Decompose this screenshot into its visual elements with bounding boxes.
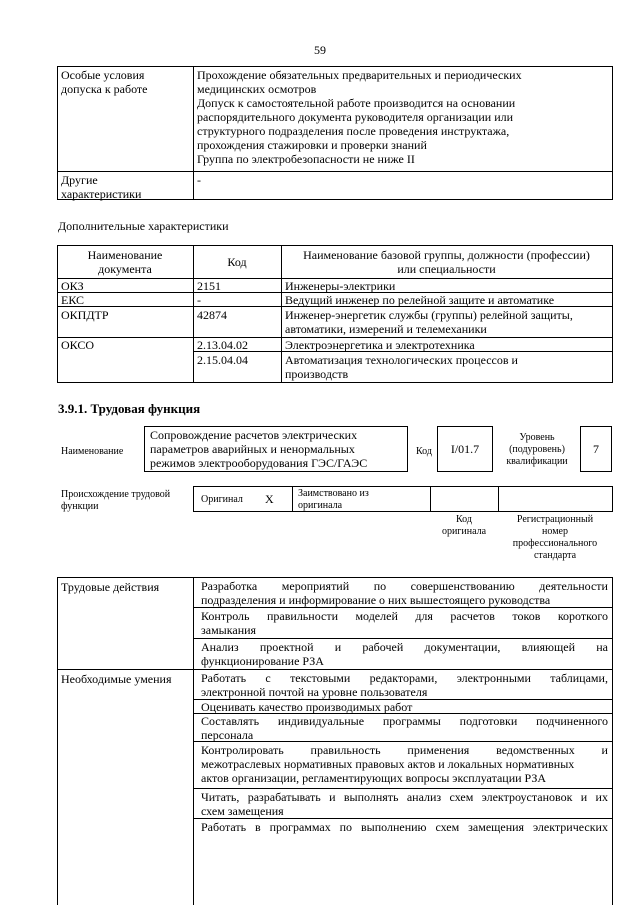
skill-item: Читать, разрабатывать и выполнять анализ схем электроустановок и их схем замещения (201, 790, 608, 818)
special-conditions-text: Прохождение обязательных предварительных и периодических медицинских осмотров Допуск к самостоятельной работе производится на основании распорядительного документа руководителя организации или структурного подразделения после проведения инструктажа, прохождения стажировки и проверки знаний Группа по электробезопасности не ниже II (197, 68, 522, 166)
header-code: Код (227, 255, 247, 269)
row-eks-doc: ЕКС (61, 293, 85, 307)
action-item: Контроль правильности моделей для расчетов токов короткого замыкания (201, 609, 608, 637)
skill-item: Работать в программах по выполнению схем замещения электрических (201, 820, 608, 834)
row-okpdtr-doc: ОКПДТР (61, 308, 109, 322)
row-okso-name-2: Автоматизация технологических процессов и производств (285, 353, 518, 381)
labor-actions-label: Трудовые действия (61, 580, 160, 594)
row-okz-code: 2151 (197, 279, 221, 293)
row-eks-code: - (197, 293, 201, 307)
qualification-level-value: 7 (593, 442, 599, 456)
row-okso-code-2: 2.15.04.04 (197, 353, 248, 367)
page-number: 59 (314, 43, 326, 57)
row-okz-doc: ОКЗ (61, 279, 84, 293)
other-characteristics-label: Другие характеристики (61, 173, 142, 201)
other-characteristics-value: - (197, 173, 201, 187)
row-okso-code-1: 2.13.04.02 (197, 338, 248, 352)
row-okso-name-1: Электроэнергетика и электротехника (285, 338, 475, 352)
header-base-group-name: Наименование базовой группы, должности (профессии) или специальности (303, 248, 590, 276)
original-mark: X (265, 492, 274, 506)
row-okpdtr-code: 42874 (197, 308, 227, 322)
row-okz-name: Инженеры-электрики (285, 279, 396, 293)
skill-item: Контролировать правильность применения ведомственных и межотраслевых нормативных правовых актов и локальных нормативных актов организации, регламентирующих вопросы эксплуатации РЗА (201, 743, 608, 785)
code-value: I/01.7 (450, 442, 480, 456)
special-conditions-label: Особые условия допуска к работе (61, 68, 148, 96)
qualification-level-label: Уровень (подуровень) квалификации (506, 432, 568, 467)
additional-characteristics-heading: Дополнительные характеристики (58, 219, 229, 233)
original-code-caption: Код оригинала (441, 514, 487, 537)
borrowed-label: Заимствовано из оригинала (298, 488, 369, 511)
row-okpdtr-name: Инженер-энергетик службы (группы) релейной защиты, автоматики, измерений и телемеханики (285, 308, 573, 336)
registration-number-caption: Регистрационный номер профессионального стандарта (512, 514, 598, 561)
skill-item: Работать с текстовыми редакторами, электронными таблицами, электронной почтой на уровне пользователя (201, 671, 608, 699)
row-okso-doc: ОКСО (61, 338, 95, 352)
original-label: Оригинал (201, 494, 243, 505)
header-document-name: Наименование документа (87, 248, 163, 276)
skill-item: Составлять индивидуальные программы подготовки подчиненного персонала (201, 714, 608, 742)
action-item: Анализ проектной и рабочей документации, влияющей на функционирование РЗА (201, 640, 608, 668)
code-label: Код (416, 446, 432, 457)
action-item: Разработка мероприятий по совершенствованию деятельности подразделения и информирование о них вышестоящего руководства (201, 579, 608, 607)
skill-item: Оценивать качество производимых работ (201, 700, 413, 714)
required-skills-label: Необходимые умения (61, 672, 172, 686)
labor-function-heading: 3.9.1. Трудовая функция (58, 401, 201, 416)
origin-label: Происхождение трудовой функции (61, 489, 171, 512)
row-eks-name: Ведущий инженер по релейной защите и автоматике (285, 293, 555, 307)
function-name-text: Сопровождение расчетов электрических параметров аварийных и ненормальных режимов электрооборудования ГЭС/ГАЭС (150, 428, 368, 470)
function-name-label: Наименование (61, 446, 124, 457)
